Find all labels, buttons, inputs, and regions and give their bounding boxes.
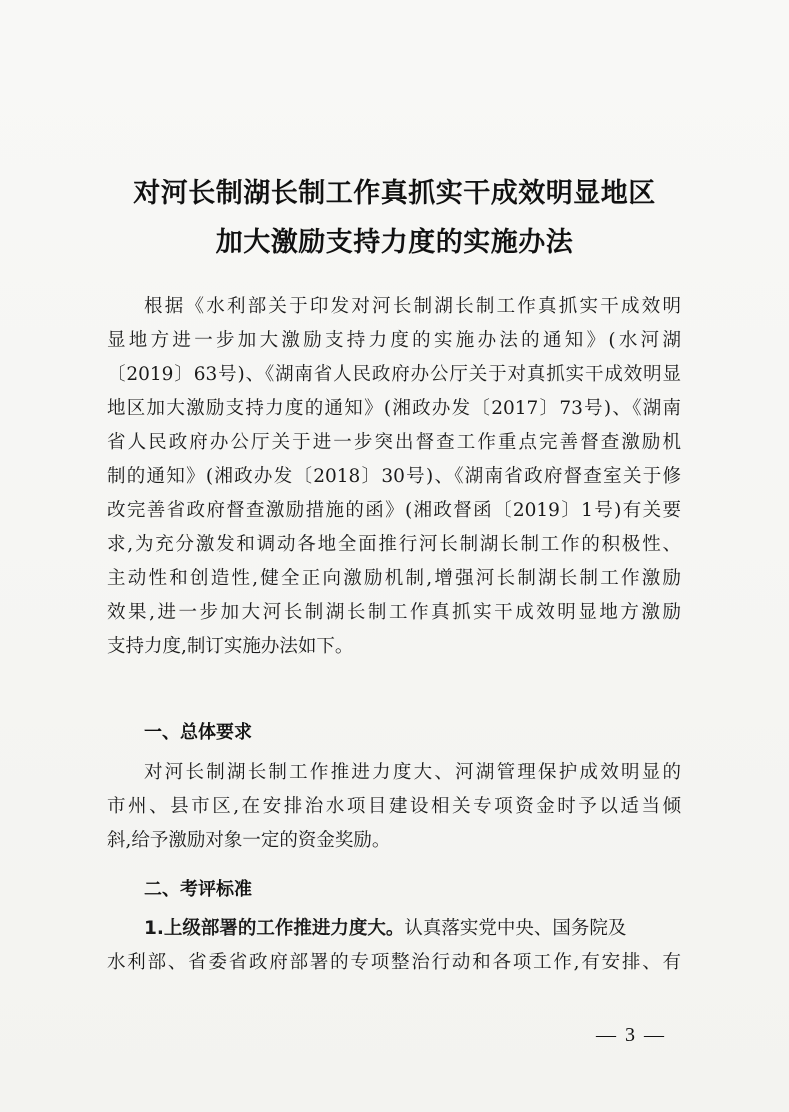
criteria-item-1-lead: 1.上级部署的工作推进力度大。 xyxy=(144,918,405,939)
document-title-line-2: 加大激励支持力度的实施办法 xyxy=(215,227,574,258)
page-number: — 3 — xyxy=(596,1024,666,1046)
section-heading-evaluation-criteria: 二、考评标准 xyxy=(144,879,252,900)
paragraph-line: 根据《水利部关于印发对河长制湖长制工作真抓实干成效明 xyxy=(144,296,681,317)
document-title-line-1: 对河长制湖长制工作真抓实干成效明显地区 xyxy=(133,178,656,209)
paragraph-line: 主动性和创造性,健全正向激励机制,增强河长制湖长制工作激励 xyxy=(107,568,681,589)
criteria-item-1-text: 认真落实党中央、国务院及 xyxy=(404,918,627,939)
paragraph-line: 地区加大激励支持力度的通知》(湘政办发〔2017〕73号)、《湖南 xyxy=(107,398,681,419)
paragraph-line: 支持力度,制订实施办法如下。 xyxy=(107,636,354,657)
paragraph-line: 省人民政府办公厅关于进一步突出督查工作重点完善督查激励机 xyxy=(107,432,681,453)
paragraph-line: 〔2019〕63号)、《湖南省人民政府办公厅关于对真抓实干成效明显 xyxy=(107,364,681,385)
paragraph-line: 对河长制湖长制工作推进力度大、河湖管理保护成效明显的 xyxy=(144,762,681,783)
paragraph-line: 改完善省政府督查激励措施的函》(湘政督函〔2019〕1号)有关要 xyxy=(107,500,681,521)
paragraph-line: 求,为充分激发和调动各地全面推行河长制湖长制工作的积极性、 xyxy=(107,534,681,555)
paragraph-line: 斜,给予激励对象一定的资金奖励。 xyxy=(107,830,391,851)
paragraph-line: 显地方进一步加大激励支持力度的实施办法的通知》(水河湖 xyxy=(107,330,681,351)
paragraph-line: 效果,进一步加大河长制湖长制工作真抓实干成效明显地方激励 xyxy=(107,602,681,623)
paragraph-line: 制的通知》(湘政办发〔2018〕30号)、《湖南省政府督查室关于修 xyxy=(107,466,681,487)
criteria-item-1-line-2: 水利部、省委省政府部署的专项整治行动和各项工作,有安排、有 xyxy=(107,952,681,973)
criteria-item-1-line-1 xyxy=(107,912,681,946)
section-heading-general-requirements: 一、总体要求 xyxy=(144,722,252,743)
paragraph-line: 市州、县市区,在安排治水项目建设相关专项资金时予以适当倾 xyxy=(107,796,681,817)
